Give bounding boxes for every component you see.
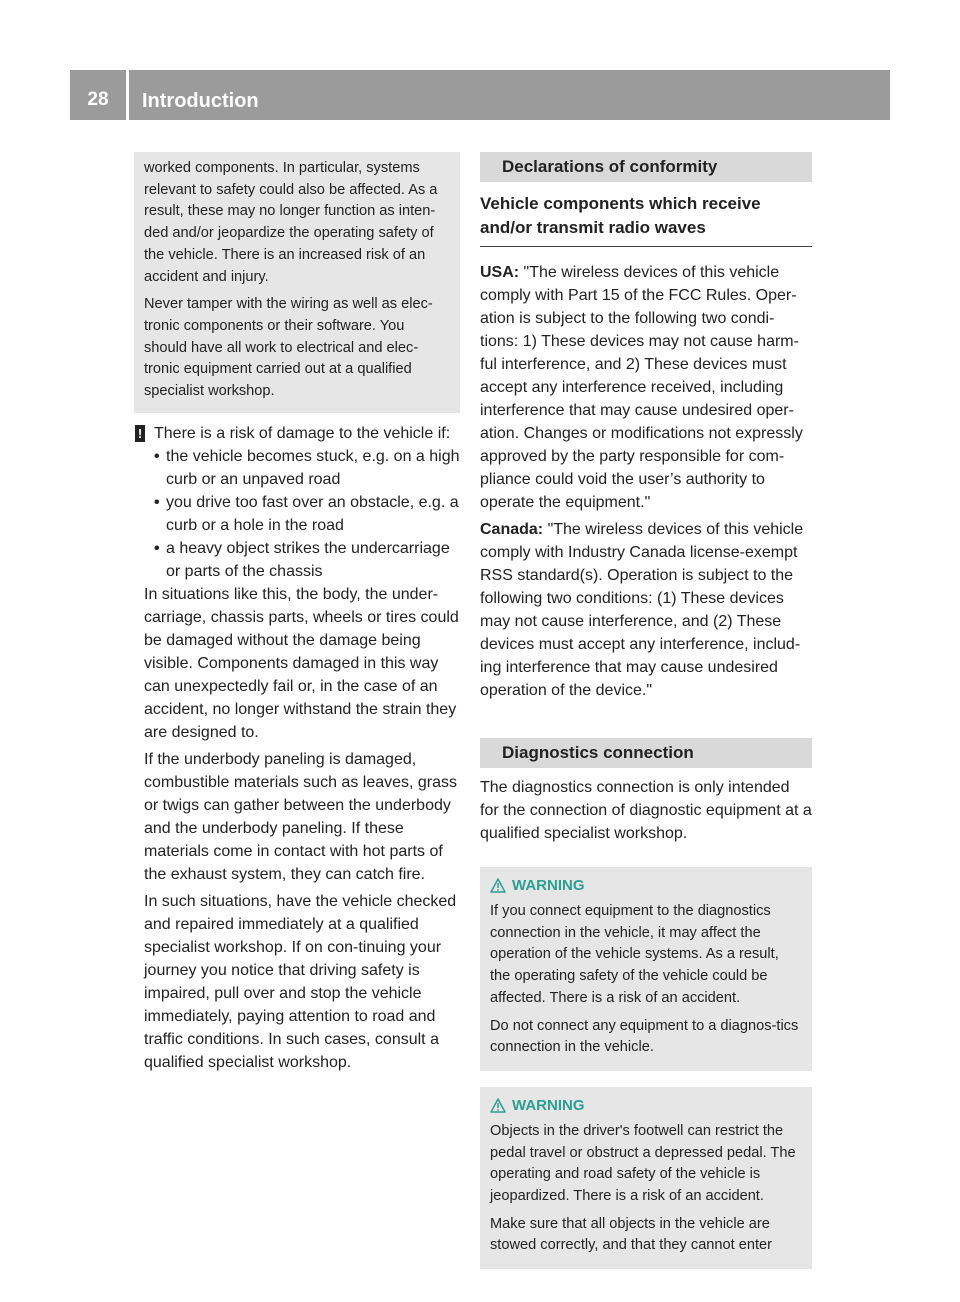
page-header (70, 70, 890, 120)
radio-components-subheading: Vehicle components which receive and/or transmit radio waves (480, 182, 812, 247)
body-paragraph: In such situations, have the vehicle checked and repaired immediately at a qualified specialist workshop. If on con-tinuing your journey you notice that driving safety is impaired, pull over and stop the vehicle immediately, paying attention to road and traffic conditions. In such cases, consult a qualified specialist workshop. (144, 892, 457, 1071)
damage-explanation (134, 583, 460, 1074)
body-paragraph: If the underbody paneling is damaged, combustible materials such as leaves, grass or twigs can gather between the underbody and the underbody paneling. If these materials come in contact with hot parts of the exhaust system, they can catch fire. (144, 750, 458, 883)
canada-declaration: Canada: "The wireless devices of this vehicle comply with Industry Canada license-exempt RSS standard(s). Operation is subject to the following two conditions: (1) These devices may not cause interference, and (2) These devices must accept any interference, includ-ing interference that may cause undesired operation of the device." (480, 521, 804, 699)
diagnostics-text: The diagnostics connection is only intended for the connection of diagnostic equipment at a qualified specialist workshop. (480, 779, 812, 842)
warning-box (480, 1087, 812, 1269)
list-item: • the vehicle becomes stuck, e.g. on a high curb or an unpaved road (154, 445, 460, 491)
warning-continuation-box (134, 152, 460, 413)
warning-paragraph: If you connect equipment to the diagnostics connection in the vehicle, it may affect the operation of the vehicle systems. As a result, the operating safety of the vehicle could be affected. There is a risk of an accident. (490, 903, 779, 1006)
declarations-heading: Declarations of conformity (480, 152, 812, 182)
bullet-icon: • (154, 539, 160, 557)
list-item: • a heavy object strikes the undercarriage or parts of the chassis (154, 537, 460, 583)
body-paragraph: In situations like this, the body, the under-carriage, chassis parts, wheels or tires could be damaged without the damage being visible. Components damaged in this way can unexpectedly fail or, in the case of an accident, no longer withstand the strain they are designed to. (144, 585, 459, 741)
damage-conditions-list (134, 445, 460, 583)
left-column (134, 152, 460, 1074)
damage-notice (134, 422, 460, 445)
header-divider (126, 70, 129, 120)
warning-paragraph: Do not connect any equipment to a diagnos-tics connection in the vehicle. (490, 1017, 799, 1056)
box-paragraph: Never tamper with the wiring as well as elec-tronic components or their software. You should have all work to electrical and elec-tronic equipment carried out at a qualified specialist workshop. (144, 296, 433, 400)
warning-triangle-icon (490, 878, 506, 893)
canada-label: Canada: (480, 521, 544, 538)
chapter-title: Introduction (142, 90, 259, 112)
bullet-icon: • (154, 447, 160, 465)
right-column (480, 152, 812, 1269)
page-number: 28 (87, 89, 109, 110)
diagnostics-heading: Diagnostics connection (480, 738, 812, 768)
box-paragraph: worked components. In particular, systems relevant to safety could also be affected. As a result, these may no longer function as inten-ded and/or jeopardize the operating safety of the vehicle. There is an increased risk of an accident and injury. (144, 160, 438, 285)
warning-paragraph: Objects in the driver's footwell can restrict the pedal travel or obstruct a depressed pedal. The operating and road safety of the vehicle is jeopardized. There is a risk of an accident. (490, 1122, 796, 1205)
notice-text: There is a risk of damage to the vehicle if: (154, 424, 451, 442)
warning-triangle-icon (490, 1098, 506, 1113)
diagnostics-body (480, 776, 812, 845)
warning-title: WARNING (490, 1095, 802, 1117)
warning-paragraph: Make sure that all objects in the vehicle are stowed correctly, and that they cannot enter (490, 1215, 773, 1254)
warning-title: WARNING (490, 875, 802, 897)
usa-label: USA: (480, 264, 520, 281)
declarations-body (480, 261, 812, 702)
list-item: • you drive too fast over an obstacle, e.g. a curb or a hole in the road (154, 491, 460, 537)
bullet-icon: • (154, 493, 160, 511)
warning-box (480, 867, 812, 1071)
usa-declaration: USA: "The wireless devices of this vehicle comply with Part 15 of the FCC Rules. Oper-ation is subject to the following two condi-tions: 1) These devices may not cause harm-ful interference, and 2) These devices must accept any interference received, including interference that may cause undesired oper-ation. Changes or modifications not expressly approved by the party responsible for com-pliance could void the user’s authority to operate the equipment." (480, 264, 803, 511)
exclamation-icon: ! (135, 425, 145, 442)
